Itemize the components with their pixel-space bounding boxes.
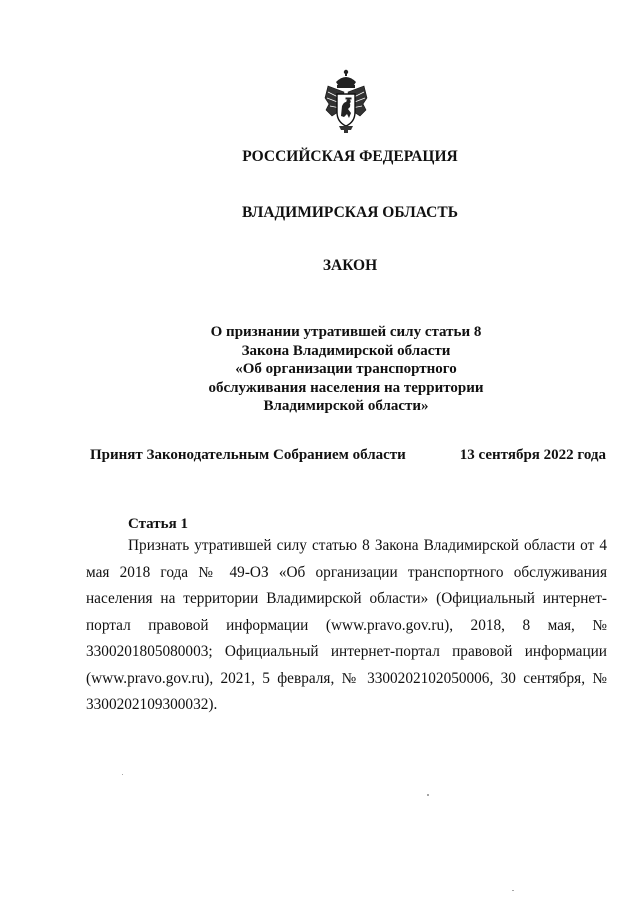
law-title-line: Владимирской области»	[263, 398, 429, 414]
adoption-date: 13 сентября 2022 года	[459, 447, 606, 463]
scan-speck	[122, 774, 123, 775]
adopted-by-text: Принят Законодательным Собранием области	[90, 447, 406, 463]
article-paragraph: Признать утратившей силу статью 8 Закона Владимирской области от 4 мая 2018 года № 49-ОЗ «Об организации транспортного обслуживания населения на территории Владимирской области» (Официальный интернет-портал правовой информации (www.pravo.gov.ru), 2018, 8 мая, № 3300201805080003; Официальный интернет-портал правовой информации (www.pravo.gov.ru), 2021, 5 февраля, № 3300202102050006, 30 сентября, № 3300202109300032).	[86, 537, 607, 713]
law-title	[196, 323, 496, 416]
region-heading: ВЛАДИМИРСКАЯ ОБЛАСТЬ	[242, 204, 458, 221]
coat-of-arms-emblem	[322, 68, 370, 134]
law-title-line: обслуживания населения на территории	[208, 379, 484, 396]
article-heading: Статья 1	[128, 516, 188, 532]
law-title-line: Закона Владимирской области	[241, 342, 451, 359]
document-type-heading: ЗАКОН	[322, 257, 378, 274]
law-title-line: О признании утратившей силу статьи 8	[210, 324, 482, 340]
country-heading: РОССИЙСКАЯ ФЕДЕРАЦИЯ	[242, 148, 458, 165]
adoption-line	[90, 447, 606, 464]
scan-speck	[512, 890, 514, 891]
scan-speck	[427, 794, 429, 796]
law-title-line: «Об организации транспортного	[235, 361, 457, 377]
